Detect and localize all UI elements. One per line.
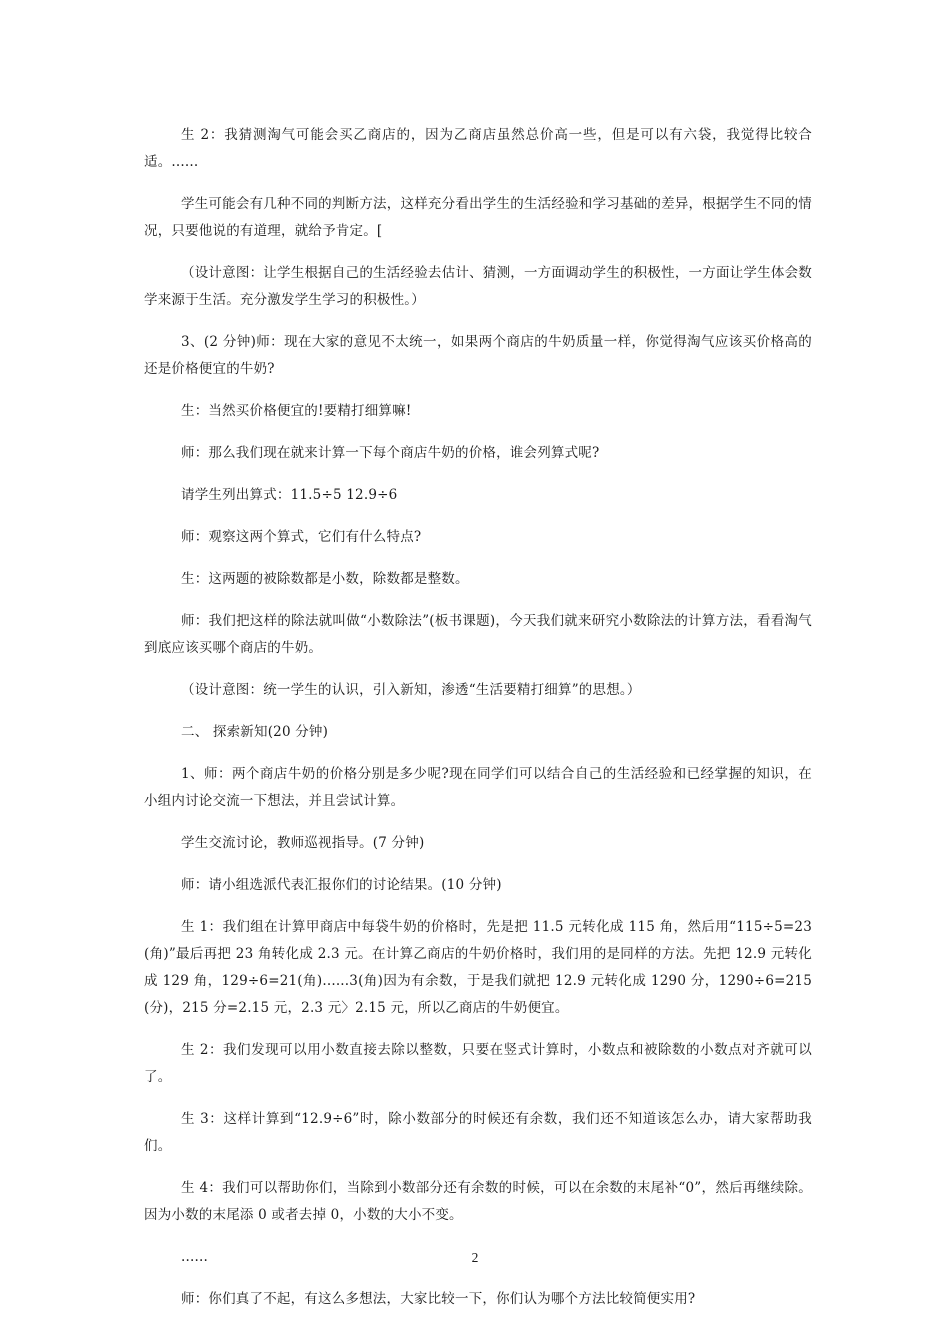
paragraph-student-features: 生：这两题的被除数都是小数，除数都是整数。 — [181, 571, 469, 587]
paragraph-teacher-calculate: 师：那么我们现在就来计算一下每个商店牛奶的价格，谁会列算式呢? — [181, 445, 600, 461]
paragraph-student-discuss: 学生交流讨论，教师巡视指导。(7 分钟) — [181, 835, 425, 851]
paragraph-teacher-observe: 师：观察这两个算式，它们有什么特点? — [181, 529, 422, 545]
paragraph-teacher-topic: 师：我们把这样的除法就叫做“小数除法”(板书课题)，今天我们就来研究小数除法的计算方法，看看淘气到底应该买哪个商店的牛奶。 — [144, 613, 812, 656]
paragraph-ellipsis: ...... — [181, 1249, 208, 1265]
paragraph-student1-method: 生 1：我们组在计算甲商店中每袋牛奶的价格时，先是把 11.5 元转化成 115 角，然后用“115÷5=23(角)”最后再把 23 角转化成 2.3 元。在计算乙商店的牛奶价格时，我们用的是同样的方法。先把 12.9 元转化成 129 角，129÷6=21(角)......3(角)因为有余数，于是我们就把 12.9 元转化成 1290 分，1290÷6=215(分)，215 分=2.15 元，2.3 元〉2.15 元，所以乙商店的牛奶便宜。 — [144, 919, 812, 1016]
paragraph-student2-method: 生 2：我们发现可以用小数直接去除以整数，只要在竖式计算时，小数点和被除数的小数点对齐就可以了。 — [144, 1042, 812, 1085]
page-number: 2 — [471, 1250, 479, 1265]
paragraph-list-formulas: 请学生列出算式：11.5÷5 12.9÷6 — [181, 487, 398, 503]
paragraph-student3-question: 生 3：这样计算到“12.9÷6”时，除小数部分的时候还有余数，我们还不知道该怎么办，请大家帮助我们。 — [144, 1111, 812, 1154]
paragraph-step3-question: 3、(2 分钟)师：现在大家的意见不太统一，如果两个商店的牛奶质量一样，你觉得淘气应该买价格高的还是价格便宜的牛奶? — [144, 334, 812, 377]
paragraph-step1-discussion: 1、师：两个商店牛奶的价格分别是多少呢?现在同学们可以结合自己的生活经验和已经掌握的知识，在小组内讨论交流一下想法，并且尝试计算。 — [144, 766, 812, 809]
paragraph-design-intent-2: （设计意图：统一学生的认识，引入新知，渗透“生活要精打细算”的思想。） — [181, 682, 641, 698]
paragraph-teacher-compare: 师：你们真了不起，有这么多想法，大家比较一下，你们认为哪个方法比较简便实用? — [181, 1291, 696, 1307]
paragraph-design-intent-1: （设计意图：让学生根据自己的生活经验去估计、猜测，一方面调动学生的积极性，一方面让学生体会数学来源于生活。充分激发学生学习的积极性。） — [144, 265, 812, 308]
paragraph-student4-answer: 生 4：我们可以帮助你们，当除到小数部分还有余数的时候，可以在余数的末尾补“0”，然后再继续除。因为小数的末尾添 0 或者去掉 0，小数的大小不变。 — [144, 1180, 812, 1223]
paragraph-student2-guess: 生 2：我猜测淘气可能会买乙商店的，因为乙商店虽然总价高一些，但是可以有六袋，我觉得比较合适。...... — [144, 127, 812, 170]
paragraph-judgment-methods: 学生可能会有几种不同的判断方法，这样充分看出学生的生活经验和学习基础的差异，根据学生不同的情况，只要他说的有道理，就给予肯定。[ — [144, 196, 812, 239]
document-body — [144, 122, 812, 1328]
paragraph-student-answer-cheap: 生：当然买价格便宜的!要精打细算嘛! — [181, 403, 412, 419]
paragraph-teacher-report: 师：请小组选派代表汇报你们的讨论结果。(10 分钟) — [181, 877, 502, 893]
section-heading-explore: 二、 探索新知(20 分钟) — [181, 724, 329, 740]
